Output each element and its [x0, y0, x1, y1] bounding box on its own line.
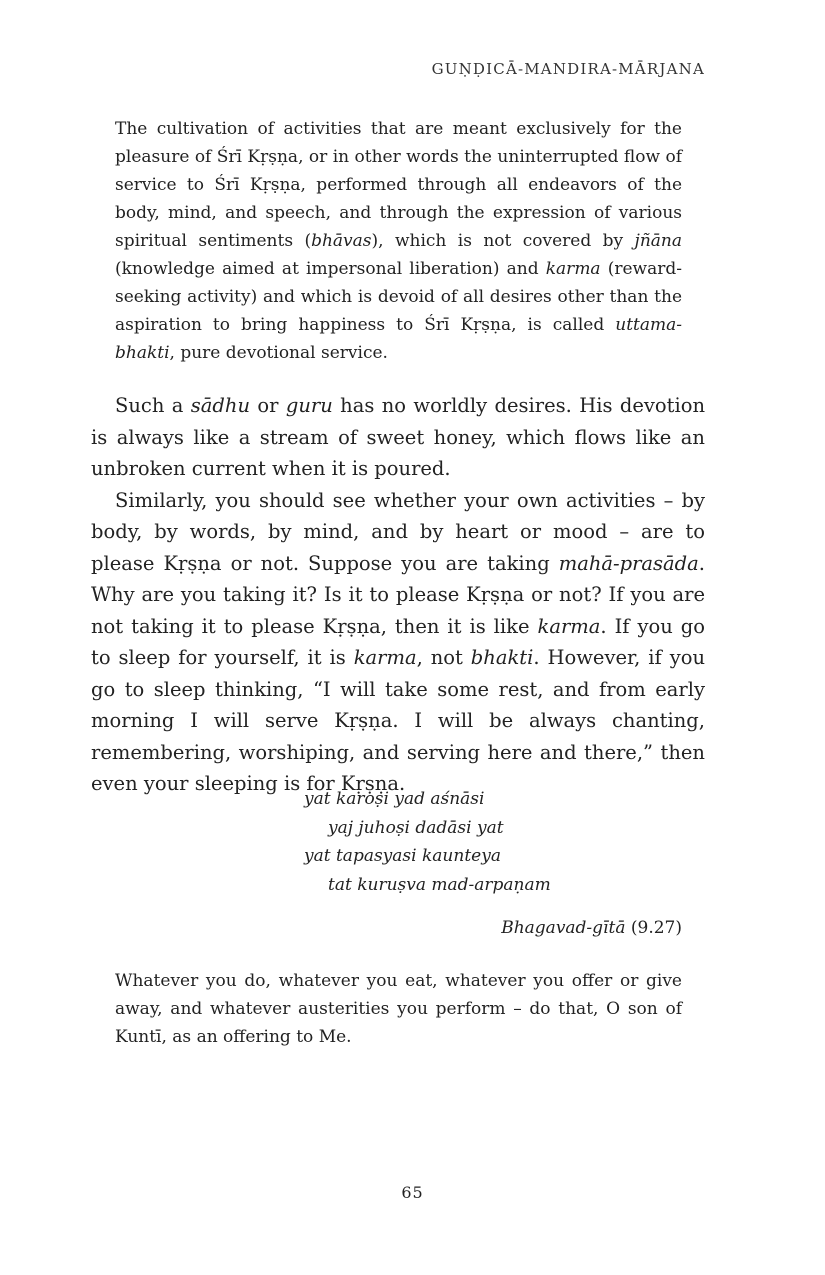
- paragraph-term: karma: [353, 646, 417, 669]
- page-number: 65: [401, 1183, 424, 1202]
- verse-line: yaj juhoṣi dadāsi yat: [328, 817, 504, 838]
- paragraph-term: karma: [537, 614, 601, 638]
- paragraph-text: Such a: [115, 394, 191, 417]
- paragraph-sadhu: [91, 390, 705, 485]
- paragraph-term: bhakti: [470, 646, 534, 669]
- definition-quote: [115, 115, 682, 367]
- paragraph-text: Similarly, you should see whether your own activities – by body, by words, by mind, and by heart or mood – are to please Kṛṣṇa or not. Suppose you are taking: [91, 488, 705, 575]
- verse-line: tat kuruṣva mad-arpaṇam: [328, 874, 551, 895]
- quote-term: karma: [545, 259, 601, 279]
- verse-line: yat tapasyasi kaunteya: [304, 846, 501, 866]
- quote-text: The cultivation of activities that are meant exclusively for the pleasure of Śrī Kṛṣṇa, or in other words the uninterrupted flow of service to Śrī Kṛṣṇa, performed through all endeavors of the body, mind, and speech, and through the expression of various spiritual sentiments (: [115, 119, 682, 251]
- quote-text: (knowledge aimed at impersonal liberation) and: [115, 259, 546, 279]
- quote-term: bhāvas: [311, 231, 372, 251]
- quote-text: (reward-seeking activity) and which is devoid of all desires other than the aspiration to bring happiness to Śrī Kṛṣṇa, is called: [115, 259, 682, 335]
- verse-translation: Whatever you do, whatever you eat, whatever you offer or give away, and whatever austerities you perform – do that, O son of Kuntī, as an offering to Me.: [115, 971, 682, 1047]
- paragraph-term: guru: [285, 394, 333, 417]
- citation-source: Bhagavad-gītā: [501, 918, 626, 938]
- sanskrit-verse: [304, 785, 551, 899]
- paragraph-text: . If you go to sleep for yourself, it is: [91, 614, 705, 669]
- paragraph-activities: [91, 485, 705, 800]
- body-text: [91, 390, 705, 800]
- quote-text: ), which is not covered by: [371, 231, 635, 251]
- paragraph-term: mahā-prasāda: [558, 551, 699, 575]
- verse-citation: [501, 918, 682, 938]
- paragraph-text: . Why are you taking it? Is it to please Kṛṣṇa or not? If you are not taking it to please Kṛṣṇa, then it is like: [91, 551, 705, 638]
- paragraph-text: or: [250, 394, 286, 417]
- paragraph-text: , not: [416, 646, 471, 669]
- paragraph-text: has no worldly desires. His devotion is always like a stream of sweet honey, which flows like an unbroken current when it is poured.: [91, 394, 706, 480]
- paragraph-term: sādhu: [190, 394, 251, 417]
- verse-line: yat karoṣi yad aśnāsi: [304, 789, 485, 809]
- quote-term: uttama-bhakti: [115, 315, 682, 363]
- quote-text: , pure devotional service.: [169, 343, 388, 363]
- quote-term: jñāna: [634, 231, 682, 251]
- paragraph-text: . However, if you go to sleep thinking, “I will take some rest, and from early morning I will serve Kṛṣṇa. I will be always chanting, remembering, worshiping, and serving here and there,” then even your sleeping is for Kṛṣṇa.: [91, 646, 706, 795]
- citation-reference: (9.27): [625, 918, 682, 938]
- running-head: GUṆḌICĀ-MANDIRA-MĀRJANA: [431, 60, 705, 78]
